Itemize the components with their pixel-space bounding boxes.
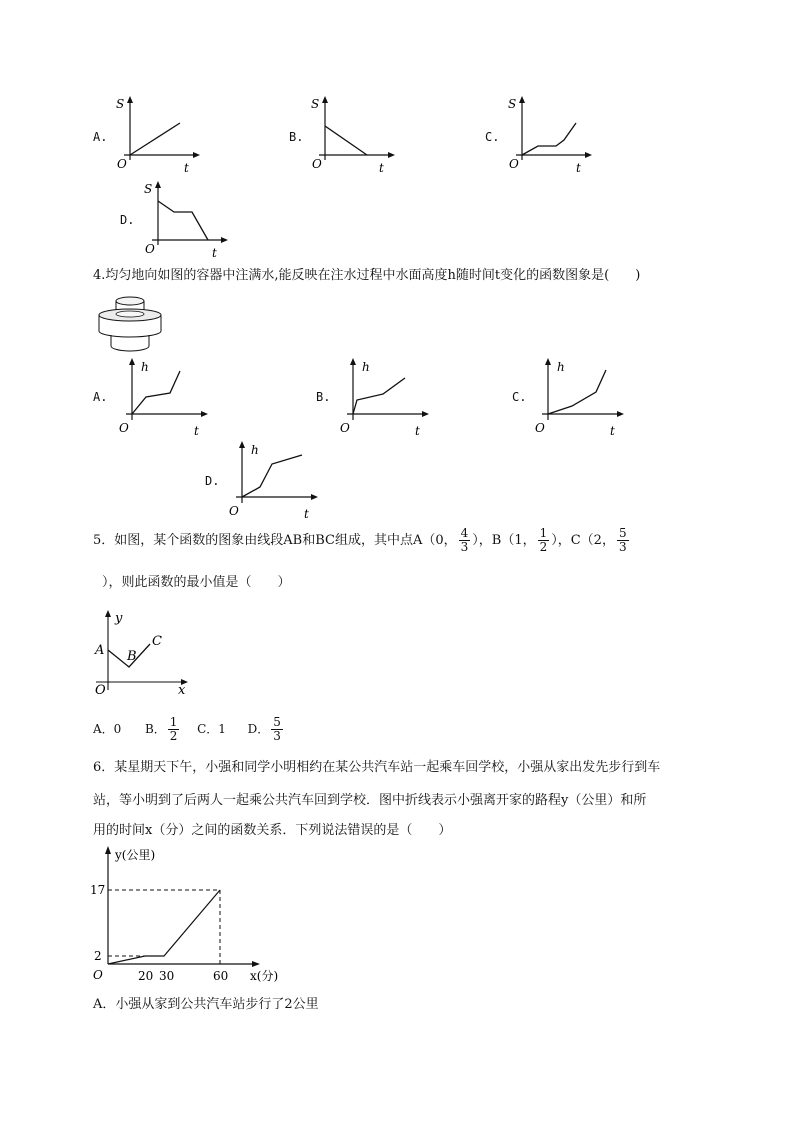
point-b-label: B: [127, 649, 137, 664]
option-letter: D.: [120, 213, 135, 227]
origin-label: O: [119, 421, 129, 435]
fraction: $\frac{1}{2}$: [169, 715, 178, 743]
y-axis-label: S: [508, 97, 517, 111]
option-letter: B.: [316, 390, 331, 404]
point-a-label: A: [95, 643, 105, 658]
fraction: $\frac{5}{3}$: [273, 715, 281, 743]
y-tick-17: 17: [90, 883, 106, 897]
x-axis-label: t: [379, 161, 384, 175]
q3-graph-a: [110, 90, 200, 180]
q6-graph: [90, 842, 290, 990]
q6-question-line1: 6．某星期天下午，小强和同学小明相约在某公共汽车站一起乘车回学校，小强从家出发先步行到车: [93, 760, 661, 775]
origin-label: O: [535, 421, 545, 435]
x-axis-label: t: [415, 424, 420, 438]
origin-label: O: [145, 242, 155, 256]
option-letter: B.: [289, 130, 304, 144]
y-axis-label: y: [115, 611, 123, 626]
option-letter: A.: [93, 390, 108, 404]
origin-label: O: [117, 157, 127, 171]
y-axis-label: S: [311, 97, 320, 111]
q5-options: [93, 713, 285, 745]
x-axis-label: t: [576, 161, 581, 175]
y-axis-label: y(公里): [115, 848, 156, 862]
q4-graph-c: [528, 354, 628, 438]
q4-graph-a: [112, 354, 212, 438]
x-axis-label: t: [194, 424, 199, 438]
option-a: A．0: [93, 722, 122, 736]
x-axis-label: x: [178, 683, 186, 698]
q3-graph-b: [305, 90, 395, 180]
q3-graph-d: [138, 175, 228, 265]
option-b: B． $\frac{1}{2}$: [144, 715, 178, 743]
origin-label: O: [312, 157, 322, 171]
q5-graph: [92, 606, 192, 698]
x-axis-label: t: [212, 246, 217, 260]
option-letter: A.: [93, 130, 108, 144]
y-axis-label: h: [141, 360, 149, 374]
origin-label: O: [509, 157, 519, 171]
fraction: $\frac{1}{2}$: [539, 526, 548, 554]
q5-question-line2: ），则此函数的最小值是（ ）: [102, 575, 291, 590]
point-c-label: C: [152, 634, 162, 649]
origin-label: O: [340, 421, 350, 435]
y-axis-label: S: [116, 97, 125, 111]
q4-graph-b: [333, 354, 433, 438]
option-c: C．1: [197, 722, 226, 736]
q6-question-line2: 站，等小明到了后两人一起乘公共汽车回到学校．图中折线表示小强离开家的路程y（公里）和所: [93, 793, 647, 808]
y-axis-label: h: [557, 360, 565, 374]
q4-graph-d: [222, 437, 322, 521]
origin-label: O: [95, 683, 106, 698]
x-axis-label: t: [610, 424, 615, 438]
x-axis-label: t: [184, 161, 189, 175]
x-axis-label: x(分): [250, 969, 279, 983]
option-d: D． $\frac{5}{3}$: [247, 715, 281, 743]
option-letter: D.: [205, 474, 220, 488]
fraction: $\frac{4}{3}$: [460, 526, 469, 554]
q6-question-line3: 用的时间x（分）之间的函数关系．下列说法错误的是（ ）: [93, 823, 452, 838]
x-tick-20: 20: [138, 969, 154, 983]
container-icon: [95, 294, 165, 356]
fraction: $\frac{5}{3}$: [618, 526, 627, 554]
option-letter: C.: [485, 130, 500, 144]
x-tick-60: 60: [213, 969, 229, 983]
q6-option-a: A．小强从家到公共汽车站步行了2公里: [93, 997, 319, 1012]
y-axis-label: h: [362, 360, 370, 374]
origin-label: O: [93, 968, 103, 982]
q3-graph-c: [502, 90, 592, 180]
y-axis-label: h: [251, 443, 259, 457]
y-tick-2: 2: [94, 949, 102, 963]
x-axis-label: t: [304, 507, 309, 521]
origin-label: O: [229, 504, 239, 518]
x-tick-30: 30: [159, 969, 175, 983]
q5-question-line1: 5．如图，某个函数的图象由线段AB和BC组成，其中点A（0， $\frac{4}{3}$ ），B（1， $\frac{1}{2}$ ），C（2， $\frac{5}{3}$: [93, 526, 627, 554]
y-axis-label: S: [144, 182, 153, 196]
q4-question-text: 4.均匀地向如图的容器中注满水,能反映在注水过程中水面高度h随时间t变化的函数图象是( ): [93, 268, 641, 283]
option-letter: C.: [512, 390, 527, 404]
